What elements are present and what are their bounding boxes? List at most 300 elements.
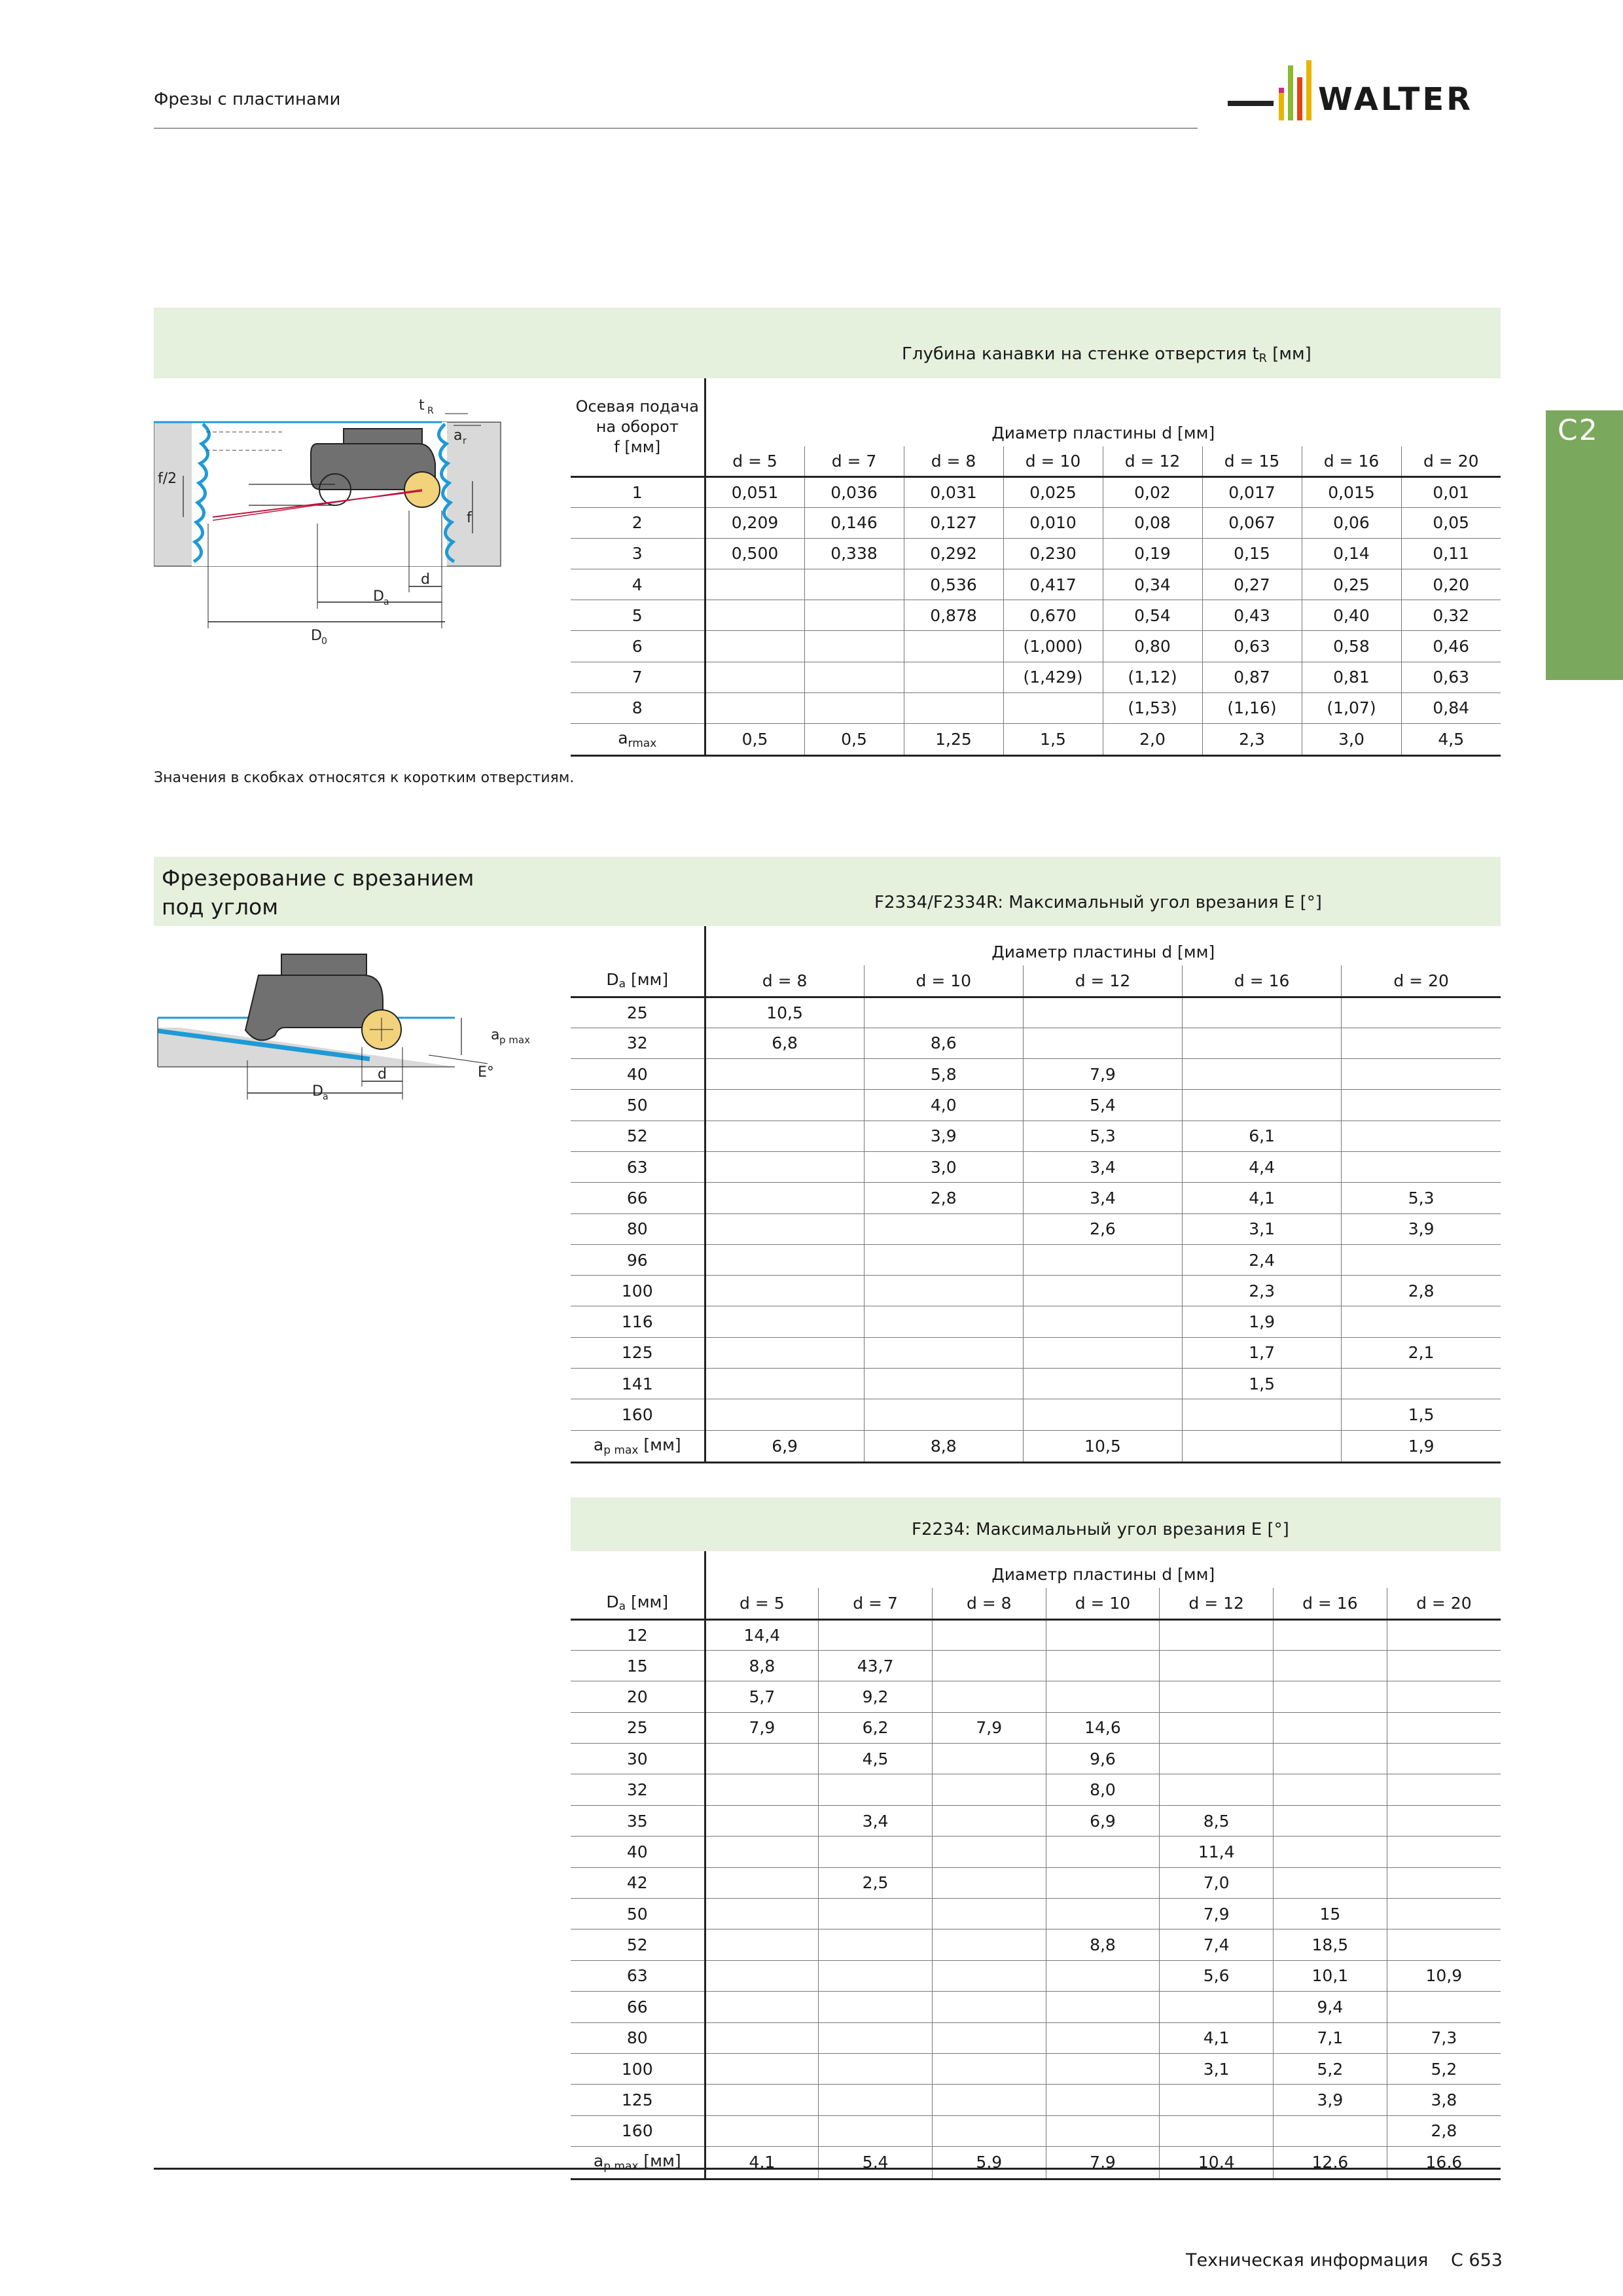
table-cell bbox=[705, 1337, 864, 1368]
table-cell: 0,230 bbox=[1003, 538, 1103, 569]
table-cell: 2,8 bbox=[864, 1183, 1023, 1213]
table-row bbox=[571, 1619, 1501, 1650]
row-label: 50 bbox=[571, 1899, 705, 1929]
brand-name: WALTER bbox=[1318, 81, 1474, 118]
row-label: 3 bbox=[571, 538, 705, 569]
table-cell bbox=[705, 1244, 864, 1275]
table-cell bbox=[819, 1960, 933, 1991]
table-row bbox=[571, 1090, 1501, 1121]
table-row bbox=[571, 569, 1501, 600]
row-label: 40 bbox=[571, 1059, 705, 1090]
table-cell: 3,1 bbox=[1183, 1213, 1342, 1244]
table-cell: 7,4 bbox=[1160, 1929, 1274, 1960]
table-cell: 0,015 bbox=[1302, 476, 1401, 507]
table-cell: 0,27 bbox=[1202, 569, 1302, 600]
row-label: 32 bbox=[571, 1028, 705, 1058]
da-sub-label: a bbox=[323, 1092, 329, 1102]
table-cell bbox=[1160, 1650, 1274, 1681]
table-cell bbox=[1046, 2053, 1160, 2084]
column-header: d = 10 bbox=[1046, 1588, 1160, 1619]
table-row bbox=[571, 2085, 1501, 2115]
column-header: d = 7 bbox=[819, 1588, 933, 1619]
table-cell: 7,9 bbox=[932, 1712, 1046, 1743]
table-cell bbox=[705, 1090, 864, 1121]
table-cell: 4,5 bbox=[1401, 724, 1501, 756]
table-cell bbox=[1046, 1619, 1160, 1650]
table-row bbox=[571, 1369, 1501, 1399]
column-header: d = 5 bbox=[705, 446, 804, 476]
table-cell bbox=[705, 1369, 864, 1399]
table-cell bbox=[1274, 1650, 1387, 1681]
table-cell: 5,3 bbox=[1023, 1121, 1182, 1151]
table-cell: 5,9 bbox=[932, 2147, 1046, 2179]
table-row bbox=[571, 631, 1501, 662]
table-cell: 2,0 bbox=[1103, 724, 1202, 756]
walter-logo bbox=[1228, 60, 1503, 132]
table-cell bbox=[1046, 1837, 1160, 1867]
table-cell: 4,1 bbox=[705, 2147, 819, 2179]
max-depth-row bbox=[571, 2147, 1501, 2179]
table-cell bbox=[1387, 1837, 1501, 1867]
table-cell: 0,40 bbox=[1302, 600, 1401, 631]
table-row bbox=[571, 2053, 1501, 2084]
table-cell: 10,9 bbox=[1387, 1960, 1501, 1991]
table-row bbox=[571, 476, 1501, 507]
table-cell: 14,6 bbox=[1046, 1712, 1160, 1743]
table-row bbox=[571, 507, 1501, 538]
table-cell: 0,20 bbox=[1401, 569, 1501, 600]
header-divider bbox=[154, 128, 1198, 129]
table-cell bbox=[1274, 1837, 1387, 1867]
table-cell: 5,4 bbox=[819, 2147, 933, 2179]
table-cell: (1,07) bbox=[1302, 692, 1401, 723]
table-cell: 7,9 bbox=[1160, 1899, 1274, 1929]
row-label: 30 bbox=[571, 1744, 705, 1774]
chapter-tab bbox=[1546, 410, 1623, 680]
column-header: d = 20 bbox=[1401, 446, 1501, 476]
table-row bbox=[571, 1681, 1501, 1712]
table-cell bbox=[1183, 1430, 1342, 1462]
tr-sub-label: R bbox=[427, 406, 434, 416]
column-header: d = 20 bbox=[1387, 1588, 1501, 1619]
table-cell bbox=[932, 1867, 1046, 1898]
table-cell: 2,1 bbox=[1342, 1337, 1501, 1368]
diameter-group-header: Диаметр пластины d [мм] bbox=[705, 378, 1501, 446]
table-cell bbox=[1160, 1774, 1274, 1805]
table-cell: 0,58 bbox=[1302, 631, 1401, 662]
table1-title: Глубина канавки на стенке отверстия tR [мм] bbox=[902, 344, 1311, 365]
table-cell: 3,0 bbox=[1302, 724, 1401, 756]
table-cell bbox=[1183, 1090, 1342, 1121]
row-label: 42 bbox=[571, 1867, 705, 1898]
table-cell bbox=[705, 1992, 819, 2022]
table-cell bbox=[819, 1992, 933, 2022]
table-cell bbox=[932, 2022, 1046, 2053]
table-row bbox=[571, 1213, 1501, 1244]
ramping-angle-table-f2234 bbox=[571, 1551, 1501, 2180]
table-cell: 0,5 bbox=[804, 724, 904, 756]
table-cell: 3,9 bbox=[1342, 1213, 1501, 1244]
column-header: d = 10 bbox=[1003, 446, 1103, 476]
table-cell bbox=[1023, 1337, 1182, 1368]
table-cell bbox=[705, 1899, 819, 1929]
column-header: d = 16 bbox=[1302, 446, 1401, 476]
row-label: 25 bbox=[571, 1712, 705, 1743]
table-cell bbox=[705, 1744, 819, 1774]
table-cell bbox=[1274, 1774, 1387, 1805]
groove-depth-diagram bbox=[154, 393, 507, 648]
table-cell: 0,19 bbox=[1103, 538, 1202, 569]
table-cell bbox=[804, 692, 904, 723]
row-label: 6 bbox=[571, 631, 705, 662]
da-label: D bbox=[373, 588, 384, 605]
ap-label: a bbox=[491, 1027, 500, 1043]
table-cell: 0,051 bbox=[705, 476, 804, 507]
table-cell bbox=[705, 569, 804, 600]
row-label: 32 bbox=[571, 1774, 705, 1805]
table-cell: 1,5 bbox=[1342, 1399, 1501, 1430]
table-cell: 6,2 bbox=[819, 1712, 933, 1743]
table-cell bbox=[1342, 1244, 1501, 1275]
table-cell: 4,5 bbox=[819, 1744, 933, 1774]
column-header: d = 12 bbox=[1023, 965, 1182, 997]
column-header: d = 8 bbox=[932, 1588, 1046, 1619]
table-cell: 8,0 bbox=[1046, 1774, 1160, 1805]
da-label: D bbox=[312, 1083, 323, 1100]
row-label: 12 bbox=[571, 1619, 705, 1650]
table-cell bbox=[1160, 1712, 1274, 1743]
table-cell: 0,05 bbox=[1401, 507, 1501, 538]
table-cell bbox=[1342, 1151, 1501, 1182]
table-cell: 0,87 bbox=[1202, 662, 1302, 692]
row-label: 52 bbox=[571, 1929, 705, 1960]
table-cell bbox=[1023, 1369, 1182, 1399]
table-row bbox=[571, 1337, 1501, 1368]
row-label: 63 bbox=[571, 1151, 705, 1182]
table-cell bbox=[705, 2053, 819, 2084]
table-cell: 0,63 bbox=[1202, 631, 1302, 662]
table-cell bbox=[864, 1213, 1023, 1244]
table-cell: 43,7 bbox=[819, 1650, 933, 1681]
row-label: 15 bbox=[571, 1650, 705, 1681]
ar-sub-label: r bbox=[463, 436, 467, 446]
table-cell: (1,53) bbox=[1103, 692, 1202, 723]
table-cell: 0,15 bbox=[1202, 538, 1302, 569]
table-cell: 12,6 bbox=[1274, 2147, 1387, 2179]
table-cell bbox=[932, 1650, 1046, 1681]
table-cell bbox=[1387, 1712, 1501, 1743]
row-label: 1 bbox=[571, 476, 705, 507]
row-label: 125 bbox=[571, 2085, 705, 2115]
table-row bbox=[571, 2115, 1501, 2146]
table-cell bbox=[1342, 1059, 1501, 1090]
table-cell: 7,0 bbox=[1160, 1867, 1274, 1898]
table1-header-band bbox=[154, 308, 1501, 378]
table-cell bbox=[932, 2053, 1046, 2084]
table-row bbox=[571, 1028, 1501, 1058]
table-cell: 0,06 bbox=[1302, 507, 1401, 538]
table-cell bbox=[705, 1306, 864, 1337]
footer-section-name: Техническая информация bbox=[1186, 2250, 1429, 2270]
table-cell: 0,031 bbox=[904, 476, 1003, 507]
table-cell bbox=[932, 1960, 1046, 1991]
table-cell: 0,25 bbox=[1302, 569, 1401, 600]
table-cell bbox=[1160, 1992, 1274, 2022]
table-cell: 5,4 bbox=[1023, 1090, 1182, 1121]
table-row bbox=[571, 662, 1501, 692]
row-label: 5 bbox=[571, 600, 705, 631]
row-label: 141 bbox=[571, 1369, 705, 1399]
table-cell: 8,6 bbox=[864, 1028, 1023, 1058]
table-cell bbox=[1160, 1681, 1274, 1712]
table-row bbox=[571, 1744, 1501, 1774]
table-cell bbox=[1183, 1059, 1342, 1090]
table-cell bbox=[1183, 997, 1342, 1028]
table-row bbox=[571, 997, 1501, 1028]
table-row bbox=[571, 1805, 1501, 1836]
da-sub-label: a bbox=[383, 597, 389, 607]
table-cell bbox=[804, 600, 904, 631]
table-cell bbox=[864, 1244, 1023, 1275]
table-cell bbox=[1183, 1399, 1342, 1430]
table-cell bbox=[864, 1369, 1023, 1399]
table-row bbox=[571, 1183, 1501, 1213]
row-label: 125 bbox=[571, 1337, 705, 1368]
table-cell: 2,3 bbox=[1202, 724, 1302, 756]
table-cell: 5,2 bbox=[1274, 2053, 1387, 2084]
table-cell: 0,292 bbox=[904, 538, 1003, 569]
table-cell bbox=[1046, 2115, 1160, 2146]
table-cell: 0,025 bbox=[1003, 476, 1103, 507]
row-label: 20 bbox=[571, 1681, 705, 1712]
table-row bbox=[571, 1059, 1501, 1090]
table-cell bbox=[1387, 1929, 1501, 1960]
table-cell: 6,9 bbox=[1046, 1805, 1160, 1836]
table-row bbox=[571, 1929, 1501, 1960]
page-number: C 653 bbox=[1451, 2250, 1503, 2270]
table-cell: 0,209 bbox=[705, 507, 804, 538]
table-row bbox=[571, 538, 1501, 569]
table-row bbox=[571, 1650, 1501, 1681]
table-cell: 8,5 bbox=[1160, 1805, 1274, 1836]
table-cell bbox=[705, 1213, 864, 1244]
table-cell bbox=[705, 1867, 819, 1898]
table-cell bbox=[1046, 1960, 1160, 1991]
row-label: 4 bbox=[571, 569, 705, 600]
section2-title: Фрезерование с врезанием под углом bbox=[162, 865, 474, 920]
table-cell bbox=[932, 1837, 1046, 1867]
table-cell: 1,25 bbox=[904, 724, 1003, 756]
table-cell bbox=[819, 1899, 933, 1929]
table-cell bbox=[1342, 1121, 1501, 1151]
table-cell bbox=[904, 631, 1003, 662]
table-cell bbox=[1342, 1369, 1501, 1399]
table-cell bbox=[819, 2085, 933, 2115]
table-cell: 4,1 bbox=[1183, 1183, 1342, 1213]
table-cell: 16,6 bbox=[1387, 2147, 1501, 2179]
table-cell bbox=[705, 1399, 864, 1430]
table-cell bbox=[819, 2053, 933, 2084]
table-cell bbox=[932, 1681, 1046, 1712]
table-row bbox=[571, 1399, 1501, 1430]
max-depth-label: $a_{p max}$ [мм] bbox=[571, 1430, 705, 1462]
table-cell: 10,5 bbox=[705, 997, 864, 1028]
table-cell bbox=[1160, 2085, 1274, 2115]
table-cell: 0,84 bbox=[1401, 692, 1501, 723]
row-label: 2 bbox=[571, 507, 705, 538]
table-cell: 0,5 bbox=[705, 724, 804, 756]
table-cell: (1,000) bbox=[1003, 631, 1103, 662]
max-depth-row bbox=[571, 1430, 1501, 1462]
table-cell: 0,14 bbox=[1302, 538, 1401, 569]
table-cell: 0,017 bbox=[1202, 476, 1302, 507]
table-cell: 0,01 bbox=[1401, 476, 1501, 507]
ar-label: a bbox=[454, 427, 463, 444]
row-label: 25 bbox=[571, 997, 705, 1028]
table-cell: 3,1 bbox=[1160, 2053, 1274, 2084]
table-cell: 7,9 bbox=[1023, 1059, 1182, 1090]
table-cell: 3,4 bbox=[1023, 1151, 1182, 1182]
row-label: 8 bbox=[571, 692, 705, 723]
table-cell: 5,7 bbox=[705, 1681, 819, 1712]
table-cell: (1,16) bbox=[1202, 692, 1302, 723]
table-cell bbox=[705, 1960, 819, 1991]
column-header: d = 20 bbox=[1342, 965, 1501, 997]
table-cell bbox=[819, 1837, 933, 1867]
table-cell bbox=[1387, 1805, 1501, 1836]
ramping-diagram bbox=[154, 942, 546, 1113]
table-cell: 0,500 bbox=[705, 538, 804, 569]
table-cell bbox=[1274, 1619, 1387, 1650]
table-cell: 10,1 bbox=[1274, 1960, 1387, 1991]
table-cell: 3,4 bbox=[1023, 1183, 1182, 1213]
table-cell bbox=[705, 1276, 864, 1306]
table-cell bbox=[705, 600, 804, 631]
column-header: d = 16 bbox=[1183, 965, 1342, 997]
ramping-angle-table-f2334 bbox=[571, 926, 1501, 1463]
row-label: 96 bbox=[571, 1244, 705, 1275]
table-row bbox=[571, 692, 1501, 723]
table-cell: 1,5 bbox=[1183, 1369, 1342, 1399]
table-cell: (1,12) bbox=[1103, 662, 1202, 692]
table-cell: 15 bbox=[1274, 1899, 1387, 1929]
table-row bbox=[571, 1712, 1501, 1743]
table-cell bbox=[932, 1774, 1046, 1805]
row-label: 116 bbox=[571, 1306, 705, 1337]
table-cell: 2,4 bbox=[1183, 1244, 1342, 1275]
table-cell bbox=[1387, 1867, 1501, 1898]
table-cell bbox=[705, 2022, 819, 2053]
table-row bbox=[571, 1244, 1501, 1275]
table-cell bbox=[1046, 1899, 1160, 1929]
table-cell bbox=[864, 997, 1023, 1028]
column-header: d = 10 bbox=[864, 965, 1023, 997]
table-cell: 4,1 bbox=[1160, 2022, 1274, 2053]
diameter-group-header: Диаметр пластины d [мм] bbox=[705, 1551, 1501, 1588]
table-cell: 2,6 bbox=[1023, 1213, 1182, 1244]
table-cell: 5,2 bbox=[1387, 2053, 1501, 2084]
table-cell bbox=[1274, 1867, 1387, 1898]
table-cell bbox=[1023, 1306, 1182, 1337]
table-cell bbox=[804, 569, 904, 600]
table-cell: 10,5 bbox=[1023, 1430, 1182, 1462]
table-cell bbox=[1160, 1744, 1274, 1774]
table-cell bbox=[705, 2085, 819, 2115]
table-cell bbox=[705, 692, 804, 723]
table-row bbox=[571, 1867, 1501, 1898]
table-cell: 9,6 bbox=[1046, 1744, 1160, 1774]
column-header: d = 7 bbox=[804, 446, 904, 476]
tr-label: t bbox=[419, 397, 425, 414]
column-header: d = 12 bbox=[1103, 446, 1202, 476]
table-cell: 0,08 bbox=[1103, 507, 1202, 538]
table-cell: 0,46 bbox=[1401, 631, 1501, 662]
table-cell bbox=[1387, 1774, 1501, 1805]
e-angle-label: E° bbox=[478, 1064, 494, 1081]
max-depth-row bbox=[571, 724, 1501, 756]
row-label: 35 bbox=[571, 1805, 705, 1836]
row-label: 50 bbox=[571, 1090, 705, 1121]
table-row bbox=[571, 1899, 1501, 1929]
table-cell: 0,43 bbox=[1202, 600, 1302, 631]
table-cell: 7,3 bbox=[1387, 2022, 1501, 2053]
table-cell bbox=[705, 662, 804, 692]
table-cell: 2,8 bbox=[1387, 2115, 1501, 2146]
table-cell bbox=[705, 1151, 864, 1182]
table-cell bbox=[1274, 2115, 1387, 2146]
f-half-label: f/2 bbox=[158, 471, 177, 487]
table-cell bbox=[932, 1805, 1046, 1836]
table-row bbox=[571, 1121, 1501, 1151]
table-cell: 0,32 bbox=[1401, 600, 1501, 631]
ap-sub-label: p max bbox=[499, 1034, 530, 1046]
da-column-header: Da [мм] bbox=[571, 1588, 705, 1619]
table-cell: 9,4 bbox=[1274, 1992, 1387, 2022]
table-cell: 11,4 bbox=[1160, 1837, 1274, 1867]
table-cell bbox=[864, 1399, 1023, 1430]
table-cell: 0,878 bbox=[904, 600, 1003, 631]
table-cell bbox=[932, 1929, 1046, 1960]
table-cell: 6,8 bbox=[705, 1028, 864, 1058]
table-cell: 10,4 bbox=[1160, 2147, 1274, 2179]
table-cell: 2,5 bbox=[819, 1867, 933, 1898]
table-cell bbox=[1160, 2115, 1274, 2146]
table-cell bbox=[864, 1306, 1023, 1337]
table-cell bbox=[1274, 1712, 1387, 1743]
d0-sub-label: 0 bbox=[321, 636, 327, 647]
table-cell bbox=[1023, 1028, 1182, 1058]
row-label: 52 bbox=[571, 1121, 705, 1151]
row-label: 80 bbox=[571, 1213, 705, 1244]
table-cell bbox=[819, 2022, 933, 2053]
table-cell: 18,5 bbox=[1274, 1929, 1387, 1960]
table-cell bbox=[705, 631, 804, 662]
table-cell: 4,4 bbox=[1183, 1151, 1342, 1182]
table-cell bbox=[705, 1837, 819, 1867]
table-cell: 0,036 bbox=[804, 476, 904, 507]
row-label: 100 bbox=[571, 2053, 705, 2084]
max-depth-label: $a_{p max}$ [мм] bbox=[571, 2147, 705, 2179]
table-cell bbox=[1046, 1650, 1160, 1681]
table-cell bbox=[705, 1805, 819, 1836]
table-cell bbox=[1046, 1681, 1160, 1712]
table-cell: 0,010 bbox=[1003, 507, 1103, 538]
table-cell bbox=[1342, 1028, 1501, 1058]
column-header: d = 16 bbox=[1274, 1588, 1387, 1619]
table1-footnote: Значения в скобках относятся к коротким отверстиям. bbox=[154, 770, 575, 786]
table-cell bbox=[864, 1276, 1023, 1306]
chapter-tab-label: C2 bbox=[1558, 414, 1599, 447]
